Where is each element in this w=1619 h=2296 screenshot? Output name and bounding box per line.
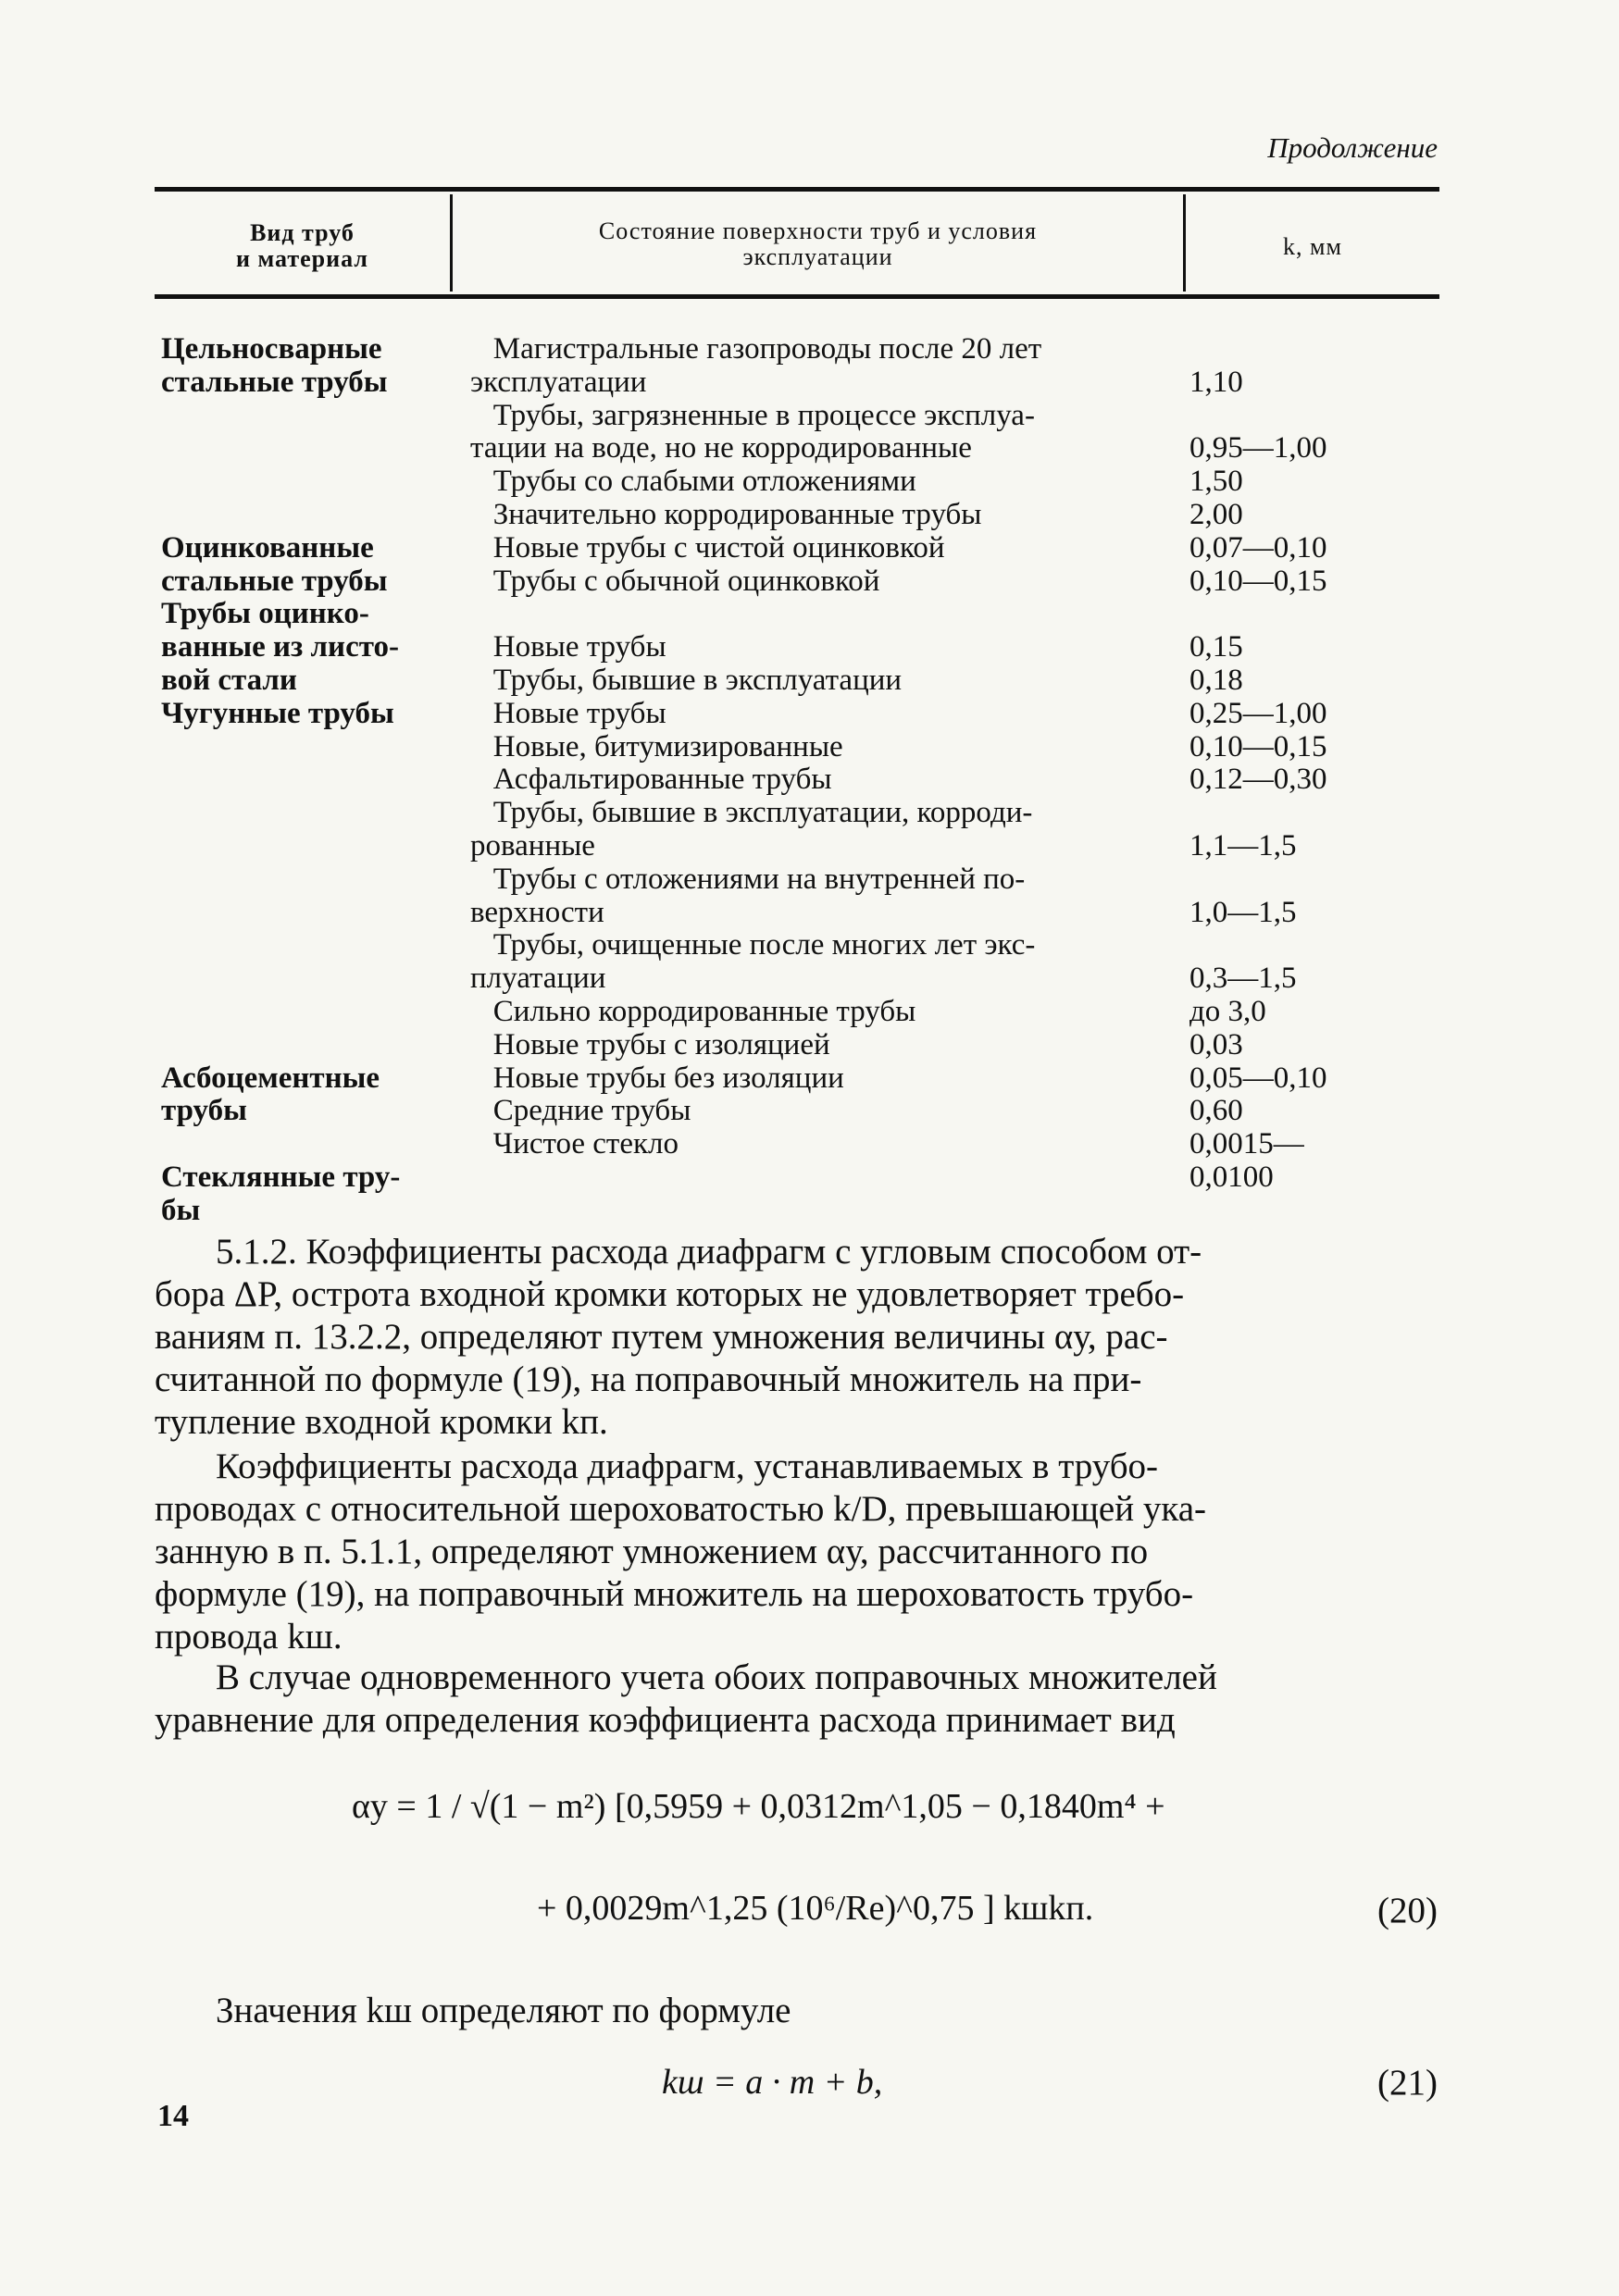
equation-number-21: (21): [1377, 2063, 1438, 2103]
table-header-condition: [453, 218, 1183, 270]
paragraph-line: считанной по формуле (19), на поправочный множитель на при-: [155, 1359, 1142, 1399]
paragraph-line: Значения kш определяют по формуле: [216, 1991, 791, 2030]
paragraph-roughness: [155, 1446, 1439, 1658]
paragraph-line: тупление входной кромки kп.: [155, 1402, 608, 1442]
paragraph-5-1-2: [155, 1231, 1439, 1444]
table-top-rule: [155, 187, 1439, 192]
paragraph-line: занную в п. 5.1.1, определяют умножением αу, рассчитанного по: [155, 1532, 1149, 1571]
paragraph-line: уравнение для определения коэффициента расхода принимает вид: [155, 1700, 1176, 1740]
header-k-text: k, мм: [1283, 233, 1342, 260]
formula-20-line-1: αу = 1 / √(1 − m²) [0,5959 + 0,0312m^1,05 − 0,1840m⁴ +: [352, 1787, 1165, 1826]
header-line: Вид труб: [250, 219, 355, 246]
table-col-condition: Магистральные газопроводы после 20 лет эксплуатации Трубы, загрязненные в процессе эксплуа- тации на воде, но не корродированные Трубы со слабыми отложениями Значительно корродированные трубы Новые трубы с чистой оцинковкой Трубы с обычной оцинковкой Новые трубы Трубы, бывшие в эксплуатации Новые трубы Новые, битумизированные Асфальтированные трубы Трубы, бывшие в эксплуатации, корроди- рованные Трубы с отложениями на внутренней по- верхности Трубы, очищенные после многих лет экс- плуатации Сильно корродированные трубы Новые трубы с изоляцией Новые трубы без изоляции Средние трубы Чистое стекло: [470, 332, 1042, 1161]
header-line: эксплуатации: [742, 243, 893, 270]
paragraph-line: Коэффициенты расхода диафрагм, устанавливаемых в трубо-: [216, 1446, 1159, 1486]
equation-number-20: (20): [1377, 1891, 1438, 1930]
paragraph-line: бора ΔP, острота входной кромки которых не удовлетворяет требо-: [155, 1274, 1185, 1314]
continuation-label: Продолжение: [1267, 131, 1438, 164]
paragraph-line: В случае одновременного учета обоих поправочных множителей: [216, 1657, 1217, 1697]
paragraph-combined: [155, 1657, 1439, 1742]
table-header-k: [1186, 234, 1439, 260]
paragraph-k-sh: [155, 1990, 1439, 2032]
formula-20-line-2: + 0,0029m^1,25 (10⁶/Re)^0,75 ] kшkп.: [537, 1889, 1094, 1928]
paragraph-line: ваниям п. 13.2.2, определяют путем умножения величины αу, рас-: [155, 1317, 1168, 1357]
page-number: 14: [157, 2099, 189, 2133]
table-header-rule: [155, 294, 1439, 299]
header-line: Состояние поверхности труб и условия: [598, 217, 1038, 244]
table-header-material: [155, 220, 450, 272]
paragraph-line: проводах с относительной шероховатостью k/D, превышающей ука-: [155, 1489, 1207, 1529]
formula-21: kш = a · m + b,: [662, 2063, 883, 2102]
header-line: и материал: [236, 245, 368, 272]
table-col-material: Цельносварные стальные трубы Оцинкованные стальные трубы Трубы оцинко- ванные из листо- вой стали Чугунные трубы Асбоцементные трубы Стеклянные тру- бы: [161, 332, 401, 1227]
paragraph-line: формуле (19), на поправочный множитель на шероховатость трубо-: [155, 1574, 1194, 1614]
paragraph-line: провода kш.: [155, 1617, 342, 1657]
paragraph-line: 5.1.2. Коэффициенты расхода диафрагм с угловым способом от-: [216, 1232, 1202, 1272]
table-col-k-values: 1,10 0,95—1,00 1,50 2,00 0,07—0,10 0,10—0,15 0,15 0,18 0,25—1,00 0,10—0,15 0,12—0,30 1,1—1,5 1,0—1,5 0,3—1,5 до 3,0 0,03 0,05—0,10 0,60 0,0015— 0,0100: [1189, 365, 1327, 1194]
